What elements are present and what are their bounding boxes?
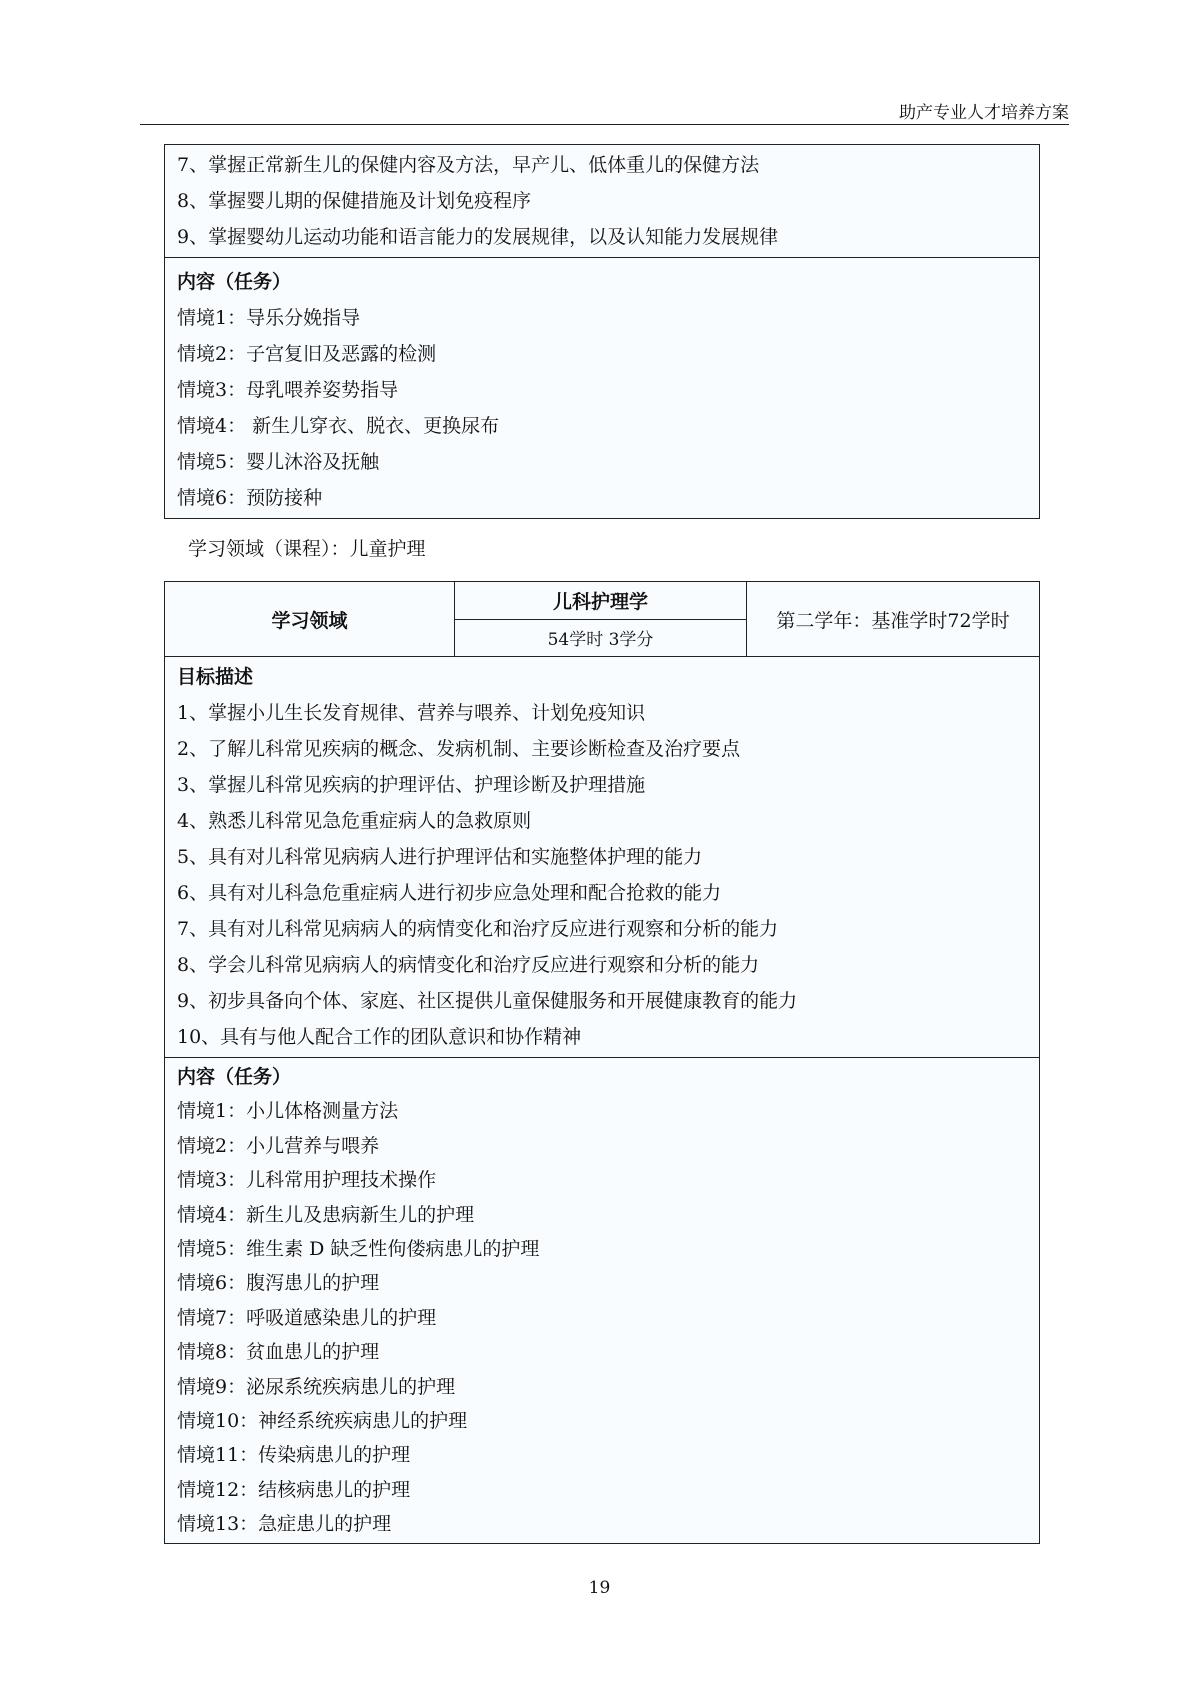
course-table (164, 581, 1040, 1544)
content-item: 情境8：贫血患儿的护理 (177, 1341, 380, 1364)
field-label: 学习领域 (165, 582, 455, 656)
page-number: 19 (588, 1578, 611, 1598)
goal-line: 2、了解儿科常见疾病的概念、发病机制、主要诊断检查及治疗要点 (177, 738, 741, 760)
content-item: 情境1：小儿体格测量方法 (177, 1100, 399, 1123)
goal-line: 8、学会儿科常见病病人的病情变化和治疗反应进行观察和分析的能力 (177, 954, 760, 976)
content-item: 情境9：泌尿系统疾病患儿的护理 (177, 1375, 456, 1398)
goal-line: 10、具有与他人配合工作的团队意识和协作精神 (177, 1026, 582, 1048)
course-caption: 学习领域（课程）：儿童护理 (188, 538, 426, 560)
course-header-row (165, 582, 1039, 657)
goal-line: 1、掌握小儿生长发育规律、营养与喂养、计划免疫知识 (177, 702, 646, 724)
content-item: 情境2：小儿营养与喂养 (177, 1134, 380, 1157)
header-rule (140, 124, 1069, 125)
goal-line: 9、掌握婴幼儿运动功能和语言能力的发展规律，以及认知能力发展规律 (177, 226, 779, 248)
content-item: 情境3：母乳喂养姿势指导 (177, 379, 399, 401)
course-name: 儿科护理学 (455, 582, 746, 620)
content-item: 情境7：呼吸道感染患儿的护理 (177, 1306, 437, 1329)
goals-section (165, 657, 1039, 1057)
goals-heading: 目标描述 (177, 666, 254, 688)
content-item: 情境4：新生儿及患病新生儿的护理 (177, 1203, 475, 1226)
content-heading: 内容（任务） (177, 271, 292, 293)
course-table-continued (164, 144, 1040, 519)
goals-continued-section (165, 145, 1039, 257)
goal-line: 6、具有对儿科急危重症病人进行初步应急处理和配合抢救的能力 (177, 882, 722, 904)
content-item: 情境13：急症患儿的护理 (177, 1513, 392, 1536)
goal-line: 8、掌握婴儿期的保健措施及计划免疫程序 (177, 190, 532, 212)
content-item: 情境6：腹泻患儿的护理 (177, 1272, 380, 1295)
content-item: 情境4： 新生儿穿衣、脱衣、更换尿布 (177, 415, 500, 437)
content-item: 情境5：维生素 D 缺乏性佝偻病患儿的护理 (177, 1237, 540, 1260)
content-item: 情境3：儿科常用护理技术操作 (177, 1169, 437, 1192)
content-section (165, 1057, 1039, 1543)
content-item: 情境1：导乐分娩指导 (177, 307, 361, 329)
goal-line: 4、熟悉儿科常见急危重症病人的急救原则 (177, 810, 532, 832)
content-item: 情境2：子宫复旧及恶露的检测 (177, 343, 437, 365)
schedule: 第二学年：基准学时72学时 (776, 609, 1010, 632)
goal-line: 7、掌握正常新生儿的保健内容及方法，早产儿、低体重儿的保健方法 (177, 154, 760, 176)
content-item: 情境11：传染病患儿的护理 (177, 1444, 411, 1467)
content-section (165, 257, 1039, 518)
goal-line: 9、初步具备向个体、家庭、社区提供儿童保健服务和开展健康教育的能力 (177, 990, 798, 1012)
course-hours: 54学时 3学分 (547, 630, 654, 651)
goal-line: 5、具有对儿科常见病病人进行护理评估和实施整体护理的能力 (177, 846, 703, 868)
course-cell (455, 582, 747, 656)
goal-line: 7、具有对儿科常见病病人的病情变化和治疗反应进行观察和分析的能力 (177, 918, 779, 940)
page-header-title: 助产专业人才培养方案 (899, 103, 1069, 123)
content-item: 情境6：预防接种 (177, 487, 323, 509)
goal-line: 3、掌握儿科常见疾病的护理评估、护理诊断及护理措施 (177, 774, 646, 796)
content-item: 情境5：婴儿沐浴及抚触 (177, 451, 380, 473)
content-item: 情境10：神经系统疾病患儿的护理 (177, 1409, 468, 1432)
content-heading: 内容（任务） (177, 1066, 292, 1088)
content-item: 情境12：结核病患儿的护理 (177, 1478, 411, 1501)
